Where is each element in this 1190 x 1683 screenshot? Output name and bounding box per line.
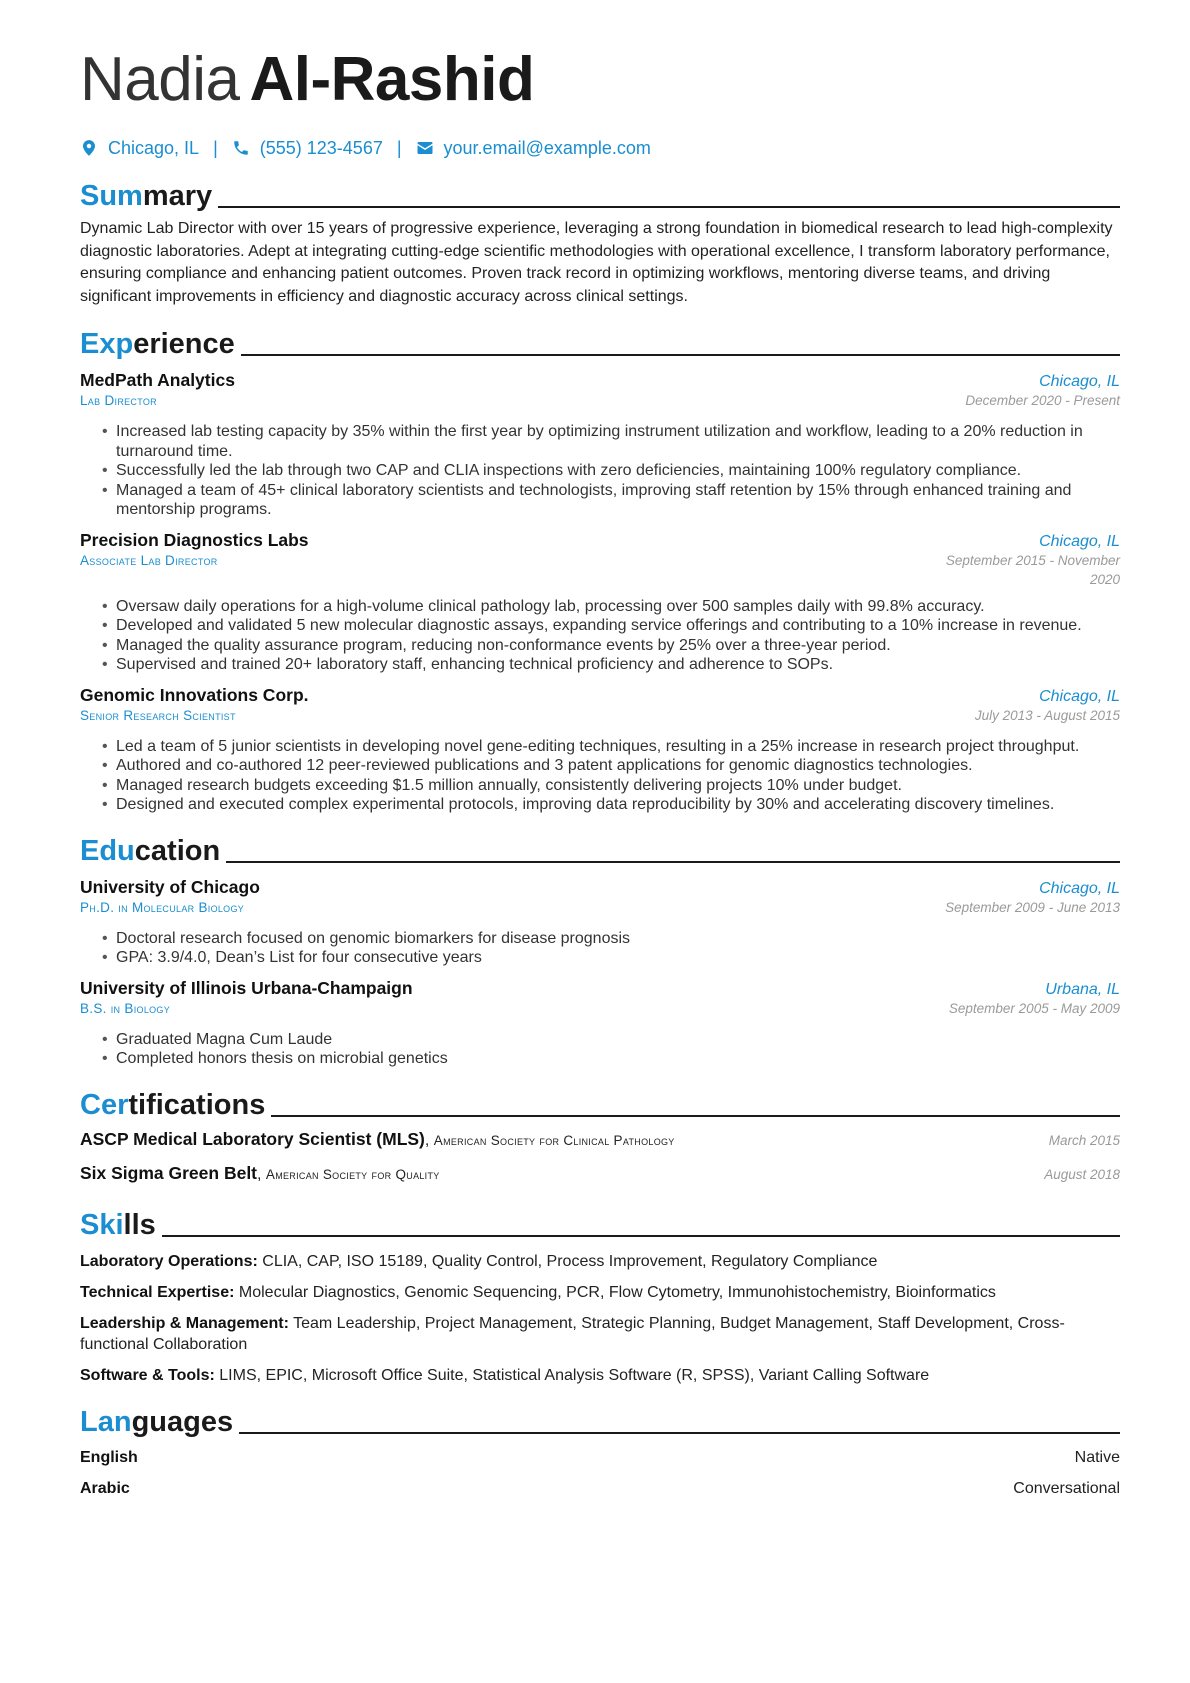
job-bullets bbox=[80, 597, 1120, 675]
heading-rest: cation bbox=[134, 834, 221, 867]
list-item: • GPA: 3.9/4.0, Dean’s List for four consecutive years bbox=[102, 948, 1120, 968]
school-location: Chicago, IL bbox=[1039, 879, 1120, 897]
list-item: • Managed the quality assurance program, reducing non-conformance events by 25% over a three-year period. bbox=[102, 636, 1120, 656]
phone-text: (555) 123-4567 bbox=[259, 137, 383, 158]
job-bullets bbox=[80, 737, 1120, 815]
job-entry bbox=[80, 685, 1120, 815]
language-name: English bbox=[80, 1448, 138, 1466]
contact-bar bbox=[80, 136, 1120, 160]
list-item: • Graduated Magna Cum Laude bbox=[102, 1030, 1120, 1050]
skill-category: Technical Expertise: bbox=[80, 1283, 235, 1301]
job-title: Senior Research Scientist bbox=[80, 707, 236, 723]
job-company: MedPath Analytics bbox=[80, 370, 235, 390]
heading-rest: guages bbox=[131, 1405, 234, 1438]
heading-accent: Edu bbox=[80, 834, 135, 867]
certification-issuer: American Society for Quality bbox=[265, 1166, 440, 1182]
language-item bbox=[80, 1449, 1120, 1469]
heading-rule bbox=[271, 1115, 1120, 1117]
job-title: Associate Lab Director bbox=[80, 552, 218, 568]
envelope-icon bbox=[416, 139, 434, 157]
heading-rest: erience bbox=[133, 328, 235, 360]
certification-item: Six Sigma Green Belt, American Society for Quality August 2018 bbox=[80, 1162, 1120, 1183]
heading-rest: tifications bbox=[128, 1088, 266, 1121]
certifications-heading bbox=[80, 1083, 1120, 1121]
certification-date: March 2015 bbox=[1048, 1132, 1120, 1148]
certification-item: ASCP Medical Laboratory Scientist (MLS), American Society for Clinical Pathology March 2015 bbox=[80, 1128, 1120, 1149]
skill-values: Team Leadership, Project Management, Strategic Planning, Budget Management, Staff Development, Cross-functional Collaboration bbox=[80, 1314, 1065, 1353]
skill-category: Leadership & Management: bbox=[80, 1314, 289, 1332]
job-location: Chicago, IL bbox=[1039, 373, 1120, 390]
contact-email[interactable] bbox=[416, 138, 651, 159]
skill-values: LIMS, EPIC, Microsoft Office Suite, Statistical Analysis Software (R, SPSS), Variant Calling Software bbox=[219, 1366, 930, 1384]
list-item: • Supervised and trained 20+ laboratory staff, enhancing technical proficiency and adherence to SOPs. bbox=[102, 655, 1120, 675]
skill-category: Software & Tools: bbox=[80, 1366, 215, 1384]
education-entry bbox=[80, 877, 1120, 968]
list-item: • Increased lab testing capacity by 35% within the first year by optimizing instrument utilization and workflow, leading to a 20% reduction in turnaround time. bbox=[102, 422, 1120, 461]
skill-values: CLIA, CAP, ISO 15189, Quality Control, Process Improvement, Regulatory Compliance bbox=[262, 1252, 878, 1270]
heading-rest: mary bbox=[142, 180, 213, 212]
certification-name: Six Sigma Green Belt bbox=[80, 1162, 258, 1183]
list-item: • Successfully led the lab through two CAP and CLIA inspections with zero deficiencies, maintaining 100% regulatory compliance. bbox=[102, 461, 1120, 481]
contact-phone[interactable] bbox=[232, 138, 383, 159]
heading-rest: lls bbox=[123, 1208, 156, 1241]
education-entry bbox=[80, 978, 1120, 1069]
contact-separator: | bbox=[213, 137, 218, 158]
job-company: Genomic Innovations Corp. bbox=[80, 684, 309, 705]
school-dates: September 2009 - June 2013 bbox=[945, 899, 1120, 915]
heading-accent: Cer bbox=[80, 1088, 129, 1121]
school-bullets bbox=[80, 929, 1120, 968]
list-item: • Managed a team of 45+ clinical laboratory scientists and technologists, improving staff retention by 15% through enhanced training and mentorship programs. bbox=[102, 481, 1120, 520]
job-dates: July 2013 - August 2015 bbox=[974, 707, 1120, 723]
job-entry bbox=[80, 530, 1120, 675]
candidate-name bbox=[80, 44, 1120, 116]
email-link[interactable]: your.email@example.com bbox=[443, 137, 651, 158]
job-location: Chicago, IL bbox=[1039, 532, 1120, 550]
skill-line bbox=[80, 1313, 1120, 1355]
job-entry bbox=[80, 370, 1120, 520]
skill-line bbox=[80, 1365, 1120, 1386]
heading-rule bbox=[239, 1432, 1120, 1434]
list-item: • Led a team of 5 junior scientists in developing novel gene-editing techniques, resulting in a 25% increase in research project throughput. bbox=[102, 737, 1120, 757]
job-dates: December 2020 - Present bbox=[965, 393, 1120, 408]
languages-heading bbox=[80, 1400, 1120, 1438]
language-name: Arabic bbox=[80, 1479, 130, 1497]
heading-accent: Exp bbox=[80, 328, 134, 360]
skill-values: Molecular Diagnostics, Genomic Sequencing, PCR, Flow Cytometry, Immunohistochemistry, Bioinformatics bbox=[238, 1283, 996, 1301]
heading-rule bbox=[218, 206, 1120, 208]
certification-name: ASCP Medical Laboratory Scientist (MLS) bbox=[80, 1128, 425, 1149]
heading-accent: Lan bbox=[80, 1405, 132, 1438]
job-title: Lab Director bbox=[80, 393, 157, 408]
language-level: Native bbox=[1074, 1448, 1120, 1466]
certification-issuer: American Society for Clinical Pathology bbox=[433, 1132, 675, 1148]
list-item: • Doctoral research focused on genomic biomarkers for disease prognosis bbox=[102, 929, 1120, 949]
list-item: • Oversaw daily operations for a high-volume clinical pathology lab, processing over 500 samples daily with 99.8% accuracy. bbox=[102, 597, 1120, 617]
skills-heading bbox=[80, 1203, 1120, 1241]
list-item: • Authored and co-authored 12 peer-reviewed publications and 3 patent applications for genomic diagnostics technologies. bbox=[102, 756, 1120, 776]
list-item: • Completed honors thesis on microbial genetics bbox=[102, 1049, 1120, 1069]
contact-location bbox=[80, 138, 199, 159]
certification-date: August 2018 bbox=[1044, 1166, 1120, 1182]
degree: Ph.D. in Molecular Biology bbox=[80, 899, 245, 915]
heading-rule bbox=[241, 354, 1120, 356]
school-name: University of Chicago bbox=[80, 876, 260, 897]
job-location: Chicago, IL bbox=[1039, 687, 1120, 705]
heading-rule bbox=[226, 861, 1120, 863]
first-name: Nadia bbox=[80, 45, 240, 114]
skill-line bbox=[80, 1282, 1120, 1303]
phone-icon bbox=[232, 139, 250, 157]
list-item: • Managed research budgets exceeding $1.5 million annually, consistently delivering projects 10% under budget. bbox=[102, 776, 1120, 796]
summary-heading bbox=[80, 174, 1120, 212]
location-text: Chicago, IL bbox=[108, 137, 200, 158]
job-bullets bbox=[80, 422, 1120, 520]
heading-accent: Ski bbox=[80, 1208, 124, 1241]
school-bullets bbox=[80, 1030, 1120, 1069]
degree: B.S. in Biology bbox=[80, 1000, 171, 1016]
heading-rule bbox=[162, 1235, 1120, 1237]
skill-line bbox=[80, 1251, 1120, 1272]
skill-category: Laboratory Operations: bbox=[80, 1252, 258, 1270]
language-level: Conversational bbox=[1013, 1479, 1120, 1497]
school-location: Urbana, IL bbox=[1045, 980, 1120, 998]
language-item bbox=[80, 1480, 1120, 1500]
job-dates: September 2015 - November 2020 bbox=[945, 552, 1120, 587]
list-item: • Developed and validated 5 new molecular diagnostic assays, expanding service offerings and contributing to a 10% increase in revenue. bbox=[102, 616, 1120, 636]
experience-heading bbox=[80, 322, 1120, 360]
list-item: • Designed and executed complex experimental protocols, improving data reproducibility by 30% and accelerating discovery timelines. bbox=[102, 795, 1120, 815]
job-company: Precision Diagnostics Labs bbox=[80, 529, 309, 550]
contact-separator: | bbox=[396, 137, 402, 158]
school-dates: September 2005 - May 2009 bbox=[948, 1000, 1120, 1016]
school-name: University of Illinois Urbana-Champaign bbox=[80, 977, 413, 998]
heading-accent: Sum bbox=[80, 180, 143, 212]
education-heading bbox=[80, 829, 1120, 867]
last-name: Al-Rashid bbox=[249, 45, 535, 114]
map-pin-icon bbox=[80, 139, 98, 157]
summary-text: Dynamic Lab Director with over 15 years of progressive experience, leveraging a strong foundation in biomedical research to lead high-complexity diagnostic laboratories. Adept at integrating cutting-edge scientific methodologies with operational excellence, I transform laboratory performance, ensuring compliance and enhancing patient outcomes. Proven track record in optimizing workflows, mentoring diverse teams, and driving significant improvements in efficiency and diagnostic accuracy across clinical settings. bbox=[80, 220, 1113, 305]
